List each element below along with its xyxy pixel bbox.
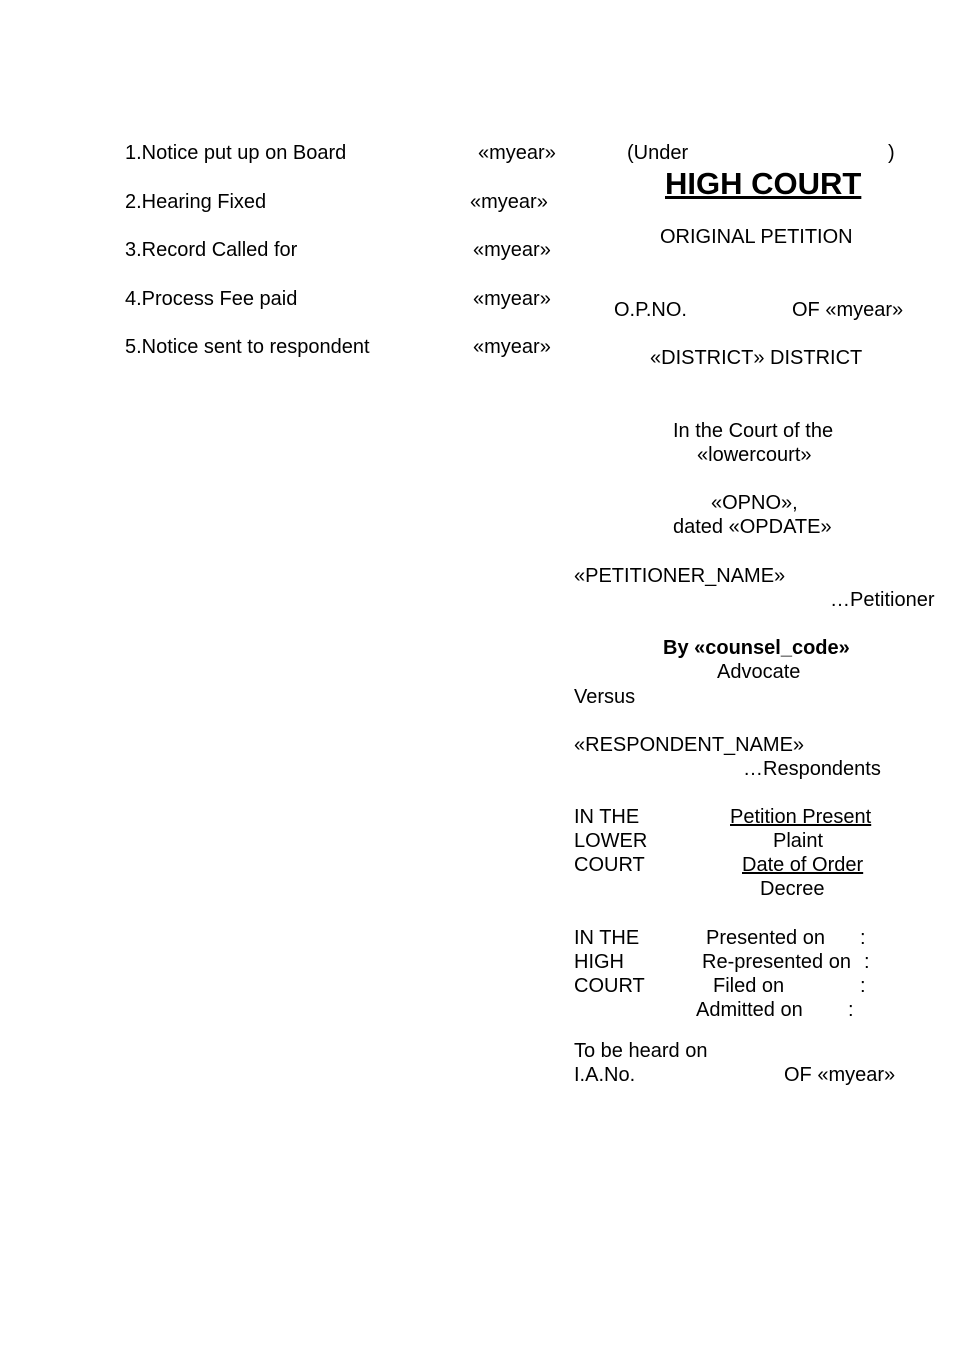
high-heading-1: IN THE bbox=[574, 927, 640, 949]
admitted-on: Admitted on bbox=[696, 999, 803, 1021]
hearing-fixed-year: «myear» bbox=[470, 191, 548, 213]
respondent-role: …Respondents bbox=[743, 758, 881, 780]
versus-label: Versus bbox=[574, 686, 636, 708]
filed-on: Filed on bbox=[713, 975, 785, 997]
notice-board-year: «myear» bbox=[478, 142, 556, 164]
lower-heading-2: LOWER bbox=[574, 830, 648, 852]
advocate-label: Advocate bbox=[717, 661, 801, 683]
admitted-on-colon: : bbox=[848, 999, 854, 1021]
hearing-fixed-label: 2.Hearing Fixed bbox=[125, 191, 267, 213]
opdate: dated «OPDATE» bbox=[673, 516, 832, 538]
counsel: By «counsel_code» bbox=[663, 637, 850, 659]
high-heading-2: HIGH bbox=[574, 951, 624, 973]
lower-court-line1: In the Court of the bbox=[673, 420, 834, 442]
under-close: ) bbox=[888, 142, 895, 164]
petitioner-name: «PETITIONER_NAME» bbox=[574, 565, 786, 587]
ia-no-label: I.A.No. bbox=[574, 1064, 636, 1086]
notice-sent-label: 5.Notice sent to respondent bbox=[125, 336, 370, 358]
lower-heading-1: IN THE bbox=[574, 806, 640, 828]
filed-on-colon: : bbox=[860, 975, 866, 997]
opno: «OPNO», bbox=[711, 492, 798, 514]
notice-board-label: 1.Notice put up on Board bbox=[125, 142, 347, 164]
petition-present: Petition Present bbox=[730, 806, 872, 828]
record-called-label: 3.Record Called for bbox=[125, 239, 298, 261]
op-no-label: O.P.NO. bbox=[614, 299, 687, 321]
respondent-name: «RESPONDENT_NAME» bbox=[574, 734, 805, 756]
represented-on-colon: : bbox=[864, 951, 870, 973]
district: «DISTRICT» DISTRICT bbox=[650, 347, 863, 369]
petitioner-role: …Petitioner bbox=[830, 589, 935, 611]
presented-on: Presented on bbox=[706, 927, 825, 949]
op-no-of-year: OF «myear» bbox=[792, 299, 904, 321]
decree: Decree bbox=[760, 878, 825, 900]
court-title: HIGH COURT bbox=[665, 166, 862, 201]
under-open: (Under bbox=[627, 142, 689, 164]
represented-on: Re-presented on bbox=[702, 951, 851, 973]
record-called-year: «myear» bbox=[473, 239, 551, 261]
presented-on-colon: : bbox=[860, 927, 866, 949]
plaint: Plaint bbox=[773, 830, 824, 852]
date-of-order: Date of Order bbox=[742, 854, 864, 876]
lower-court-name: «lowercourt» bbox=[697, 444, 812, 466]
process-fee-year: «myear» bbox=[473, 288, 551, 310]
process-fee-label: 4.Process Fee paid bbox=[125, 288, 298, 310]
ia-no-of-year: OF «myear» bbox=[784, 1064, 896, 1086]
heard-on: To be heard on bbox=[574, 1040, 708, 1062]
high-heading-3: COURT bbox=[574, 975, 645, 997]
petition-type: ORIGINAL PETITION bbox=[660, 226, 853, 248]
notice-sent-year: «myear» bbox=[473, 336, 551, 358]
lower-heading-3: COURT bbox=[574, 854, 645, 876]
